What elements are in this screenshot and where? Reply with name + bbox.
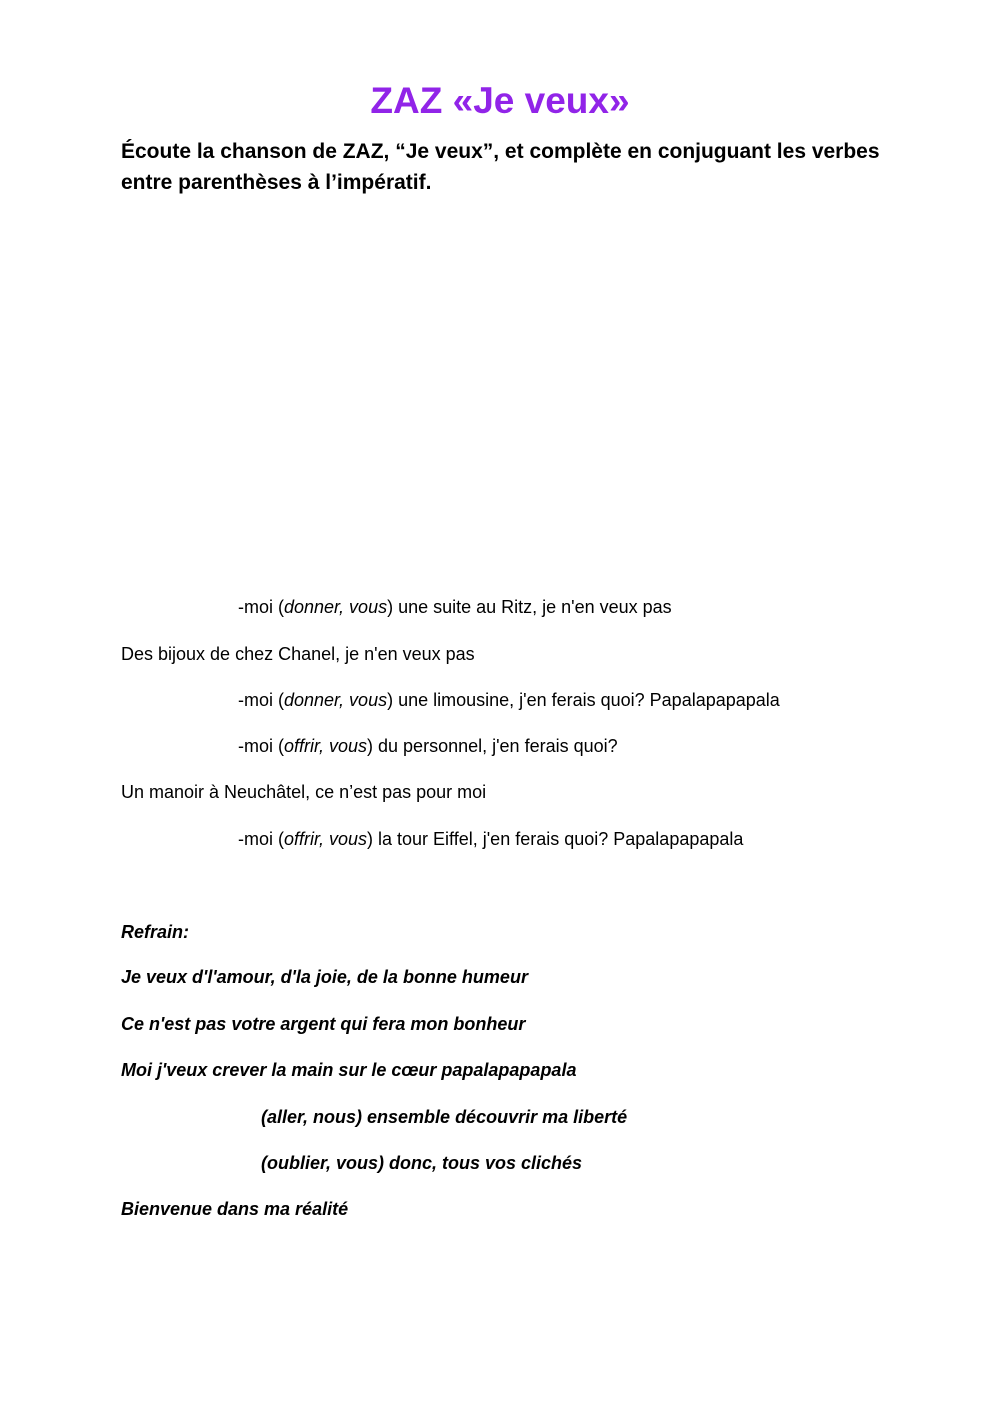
verse-line-4-prefix: -moi ( [238, 736, 284, 756]
refrain-line-1: Je veux d'l'amour, d'la joie, de la bonne humeur [121, 967, 528, 987]
refrain-line-2: Ce n'est pas votre argent qui fera mon bonheur [121, 1014, 526, 1034]
verse-line-2: Des bijoux de chez Chanel, je n'en veux pas [121, 644, 475, 664]
verse-line-1 [238, 596, 672, 618]
verse-line-6-rest: ) la tour Eiffel, j'en ferais quoi? Papalapapapala [367, 829, 744, 849]
verse-line-3 [238, 689, 780, 711]
verse-line-4 [238, 735, 618, 757]
verse-line-3-hint: donner, vous [284, 690, 388, 710]
instructions: Écoute la chanson de ZAZ, “Je veux”, et complète en conjuguant les verbes entre parenthèses à l’impératif. [121, 140, 880, 194]
verse-line-1-rest: ) une suite au Ritz, je n'en veux pas [387, 597, 672, 617]
verse-line-5: Un manoir à Neuchâtel, ce n’est pas pour moi [121, 782, 487, 802]
verse-line-6-prefix: -moi ( [238, 829, 284, 849]
verse-line-1-hint: donner, vous [284, 597, 388, 617]
refrain-line-5: (oublier, vous) donc, tous vos clichés [261, 1153, 583, 1173]
verse-line-4-hint: offrir, vous [284, 736, 368, 756]
refrain-label: Refrain: [121, 922, 190, 942]
refrain-line-6: Bienvenue dans ma réalité [121, 1199, 349, 1219]
verse-line-6-hint: offrir, vous [284, 829, 368, 849]
page-title: ZAZ «Je veux» [370, 80, 630, 121]
verse-line-3-rest: ) une limousine, j'en ferais quoi? Papalapapapala [387, 690, 780, 710]
verse-line-1-prefix: -moi ( [238, 597, 284, 617]
verse-line-3-prefix: -moi ( [238, 690, 284, 710]
refrain-line-4: (aller, nous) ensemble découvrir ma liberté [261, 1107, 628, 1127]
verse-line-4-rest: ) du personnel, j'en ferais quoi? [367, 736, 618, 756]
refrain-line-3: Moi j'veux crever la main sur le cœur papalapapapala [121, 1060, 577, 1080]
verse-line-6 [238, 828, 743, 850]
